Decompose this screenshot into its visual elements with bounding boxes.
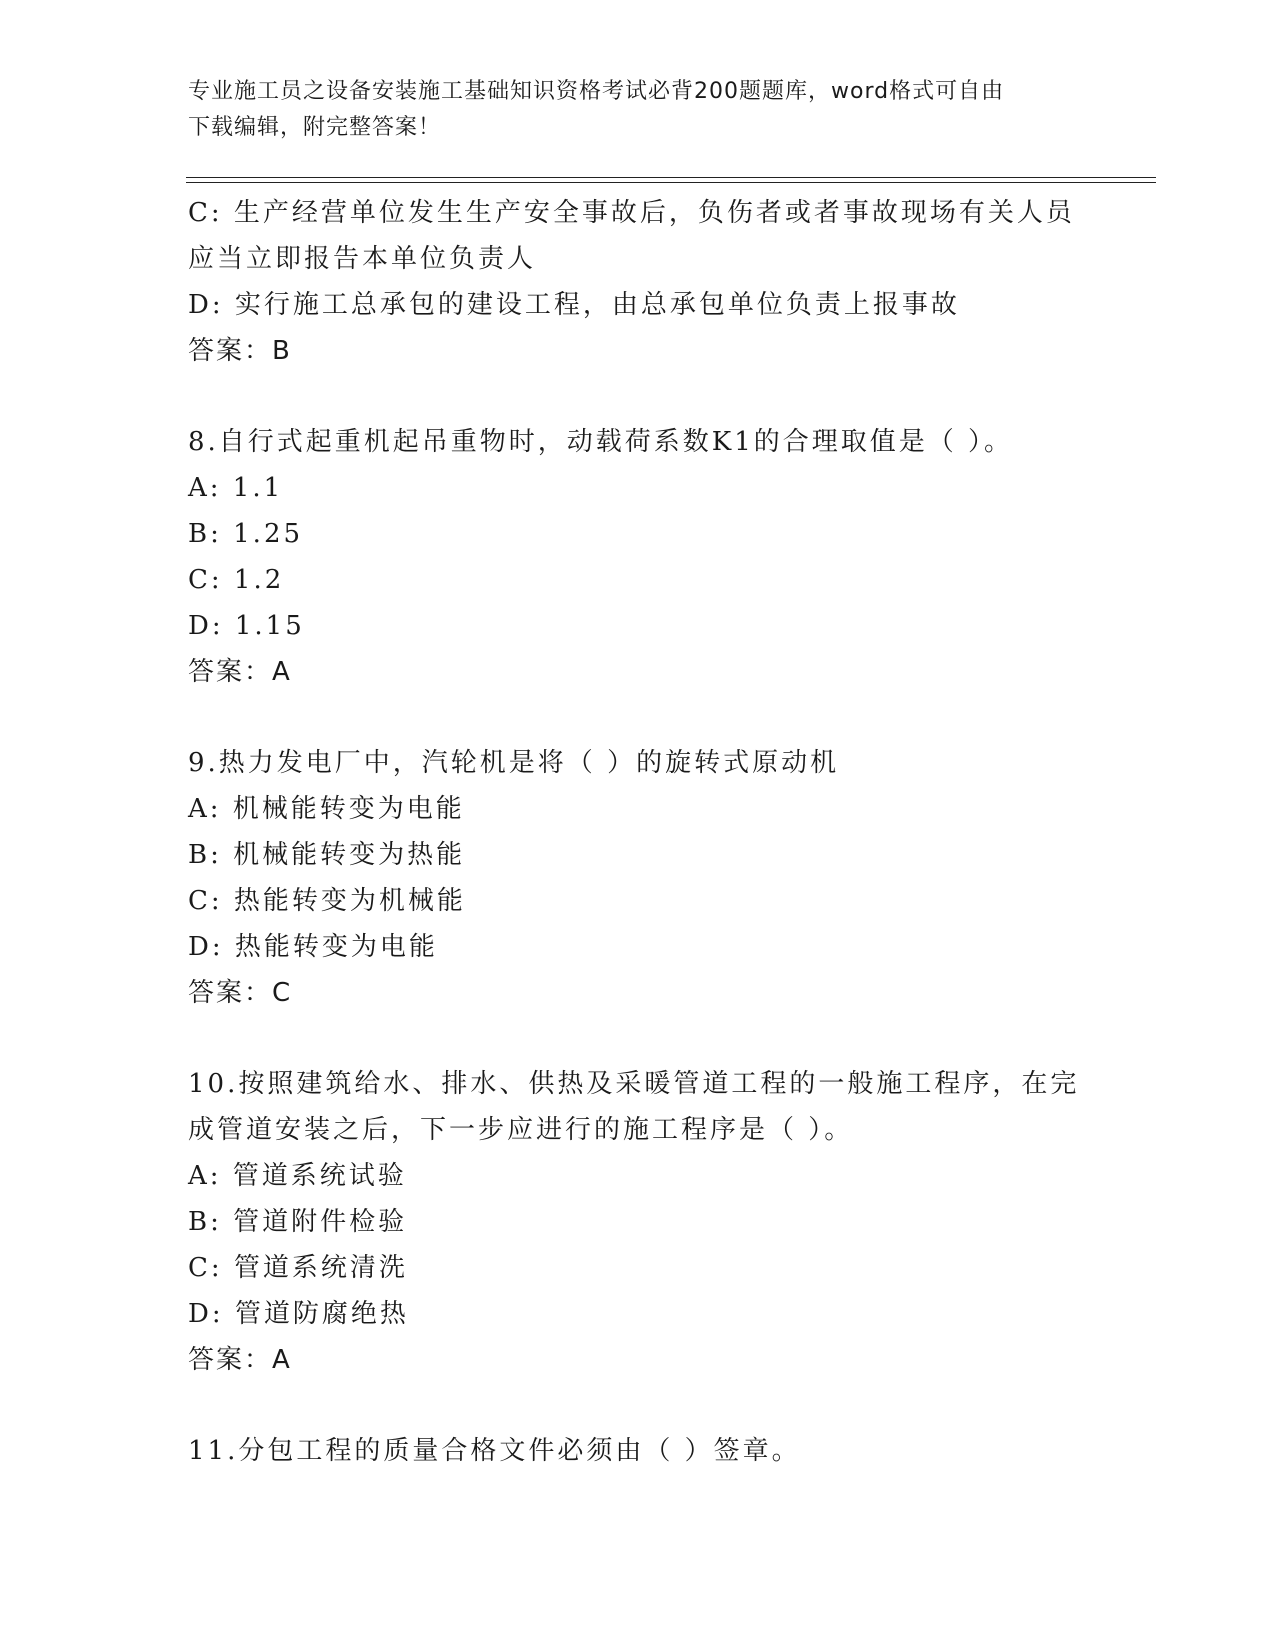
question-8: [188, 419, 1088, 695]
question-stem-continued: 成管道安装之后，下一步应进行的施工程序是（ ）。: [188, 1115, 854, 1145]
option-c: C: 生产经营单位发生生产安全事故后，负伤者或者事故现场有关人员: [188, 198, 1075, 228]
option-c-continued: 应当立即报告本单位负责人: [188, 244, 537, 274]
option-b: B: 1.25: [188, 519, 304, 549]
option-d: D: 管道防腐绝热: [188, 1299, 409, 1329]
option-c: C: 热能转变为机械能: [188, 886, 466, 916]
answer: 答案：A: [188, 657, 292, 687]
header-divider-top: [186, 177, 1156, 178]
option-c: C: 管道系统清洗: [188, 1253, 408, 1283]
question-stem: 11.分包工程的质量合格文件必须由（ ）签章。: [188, 1436, 801, 1466]
question-stem: 10.按照建筑给水、排水、供热及采暖管道工程的一般施工程序，在完: [188, 1069, 1080, 1099]
question-9: [188, 740, 1088, 1016]
option-b: B: 机械能转变为热能: [188, 840, 466, 870]
answer: 答案：A: [188, 1345, 292, 1375]
question-11: [188, 1428, 1088, 1474]
header-line-1: 专业施工员之设备安装施工基础知识资格考试必背200题题库，word格式可自由: [188, 79, 1005, 104]
option-d: D: 1.15: [188, 611, 305, 641]
page-header: [188, 74, 1068, 146]
question-stem: 9.热力发电厂中，汽轮机是将（ ）的旋转式原动机: [188, 748, 840, 778]
option-d: D: 热能转变为电能: [188, 932, 438, 962]
option-d: D: 实行施工总承包的建设工程，由总承包单位负责上报事故: [188, 290, 960, 320]
answer: 答案：B: [188, 336, 292, 366]
question-7-tail: [188, 190, 1088, 374]
header-divider-bottom: [186, 182, 1156, 183]
option-c: C: 1.2: [188, 565, 285, 595]
header-line-2: 下载编辑，附完整答案！: [188, 115, 442, 140]
answer: 答案：C: [188, 978, 293, 1008]
question-content: [188, 190, 1088, 1474]
option-b: B: 管道附件检验: [188, 1207, 408, 1237]
question-10: [188, 1061, 1088, 1383]
option-a: A: 机械能转变为电能: [188, 794, 465, 824]
option-a: A: 管道系统试验: [188, 1161, 407, 1191]
question-stem: 8.自行式起重机起吊重物时，动载荷系数K1的合理取值是（ ）。: [188, 427, 1014, 457]
option-a: A: 1.1: [188, 473, 284, 503]
